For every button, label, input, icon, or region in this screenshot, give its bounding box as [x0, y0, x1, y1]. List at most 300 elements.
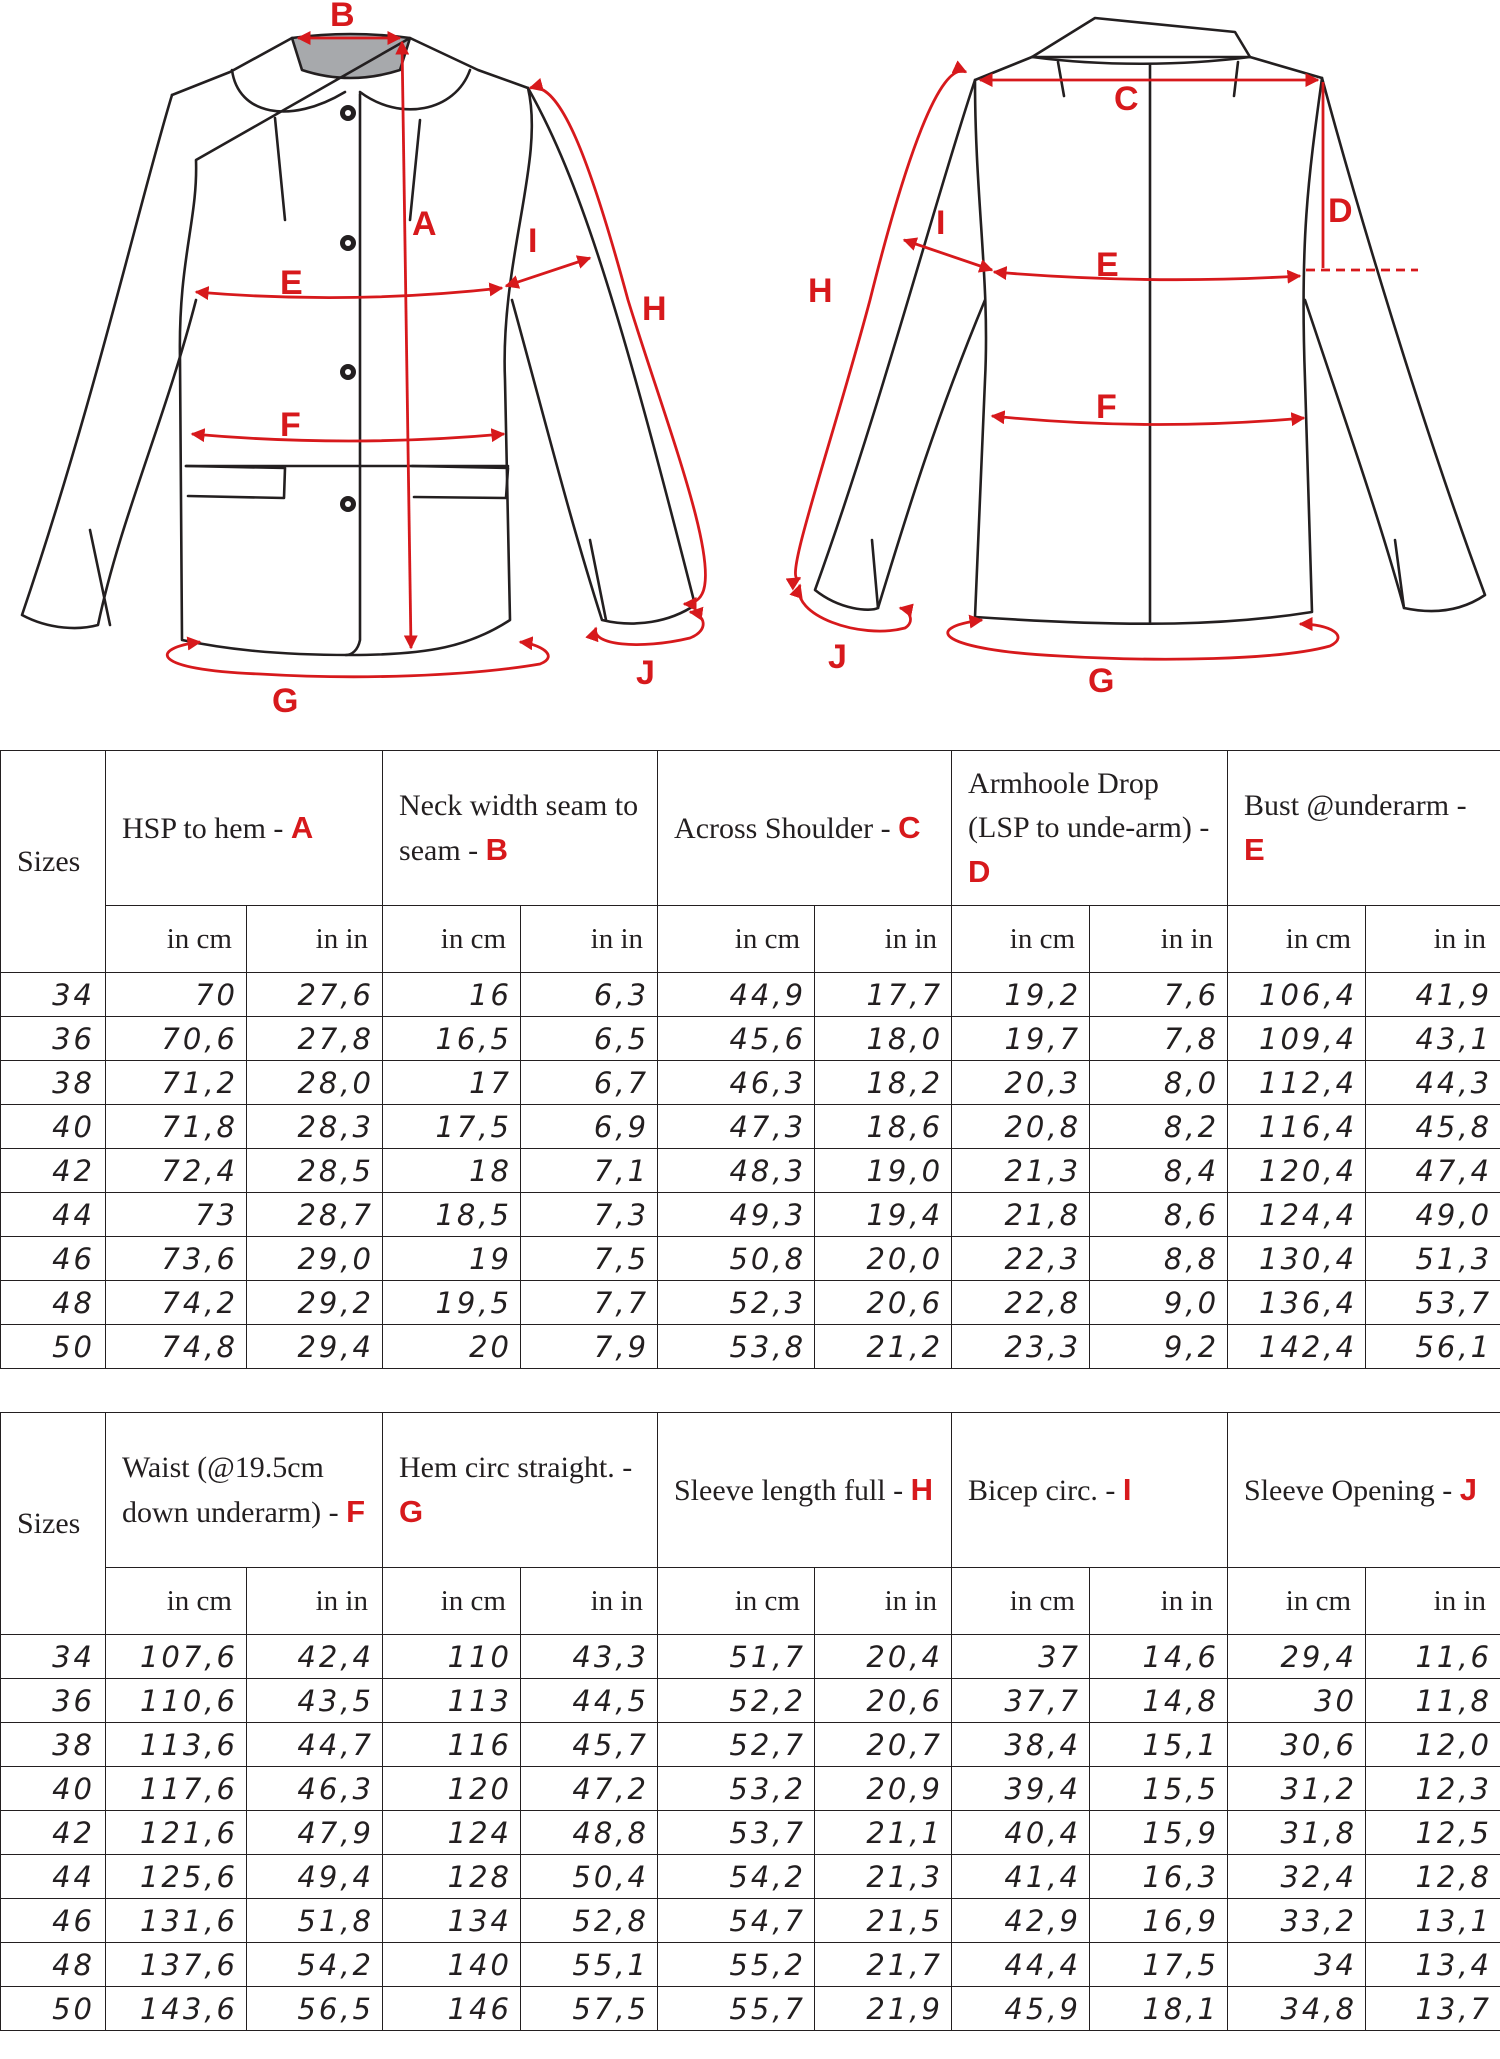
value-cell: 128 — [383, 1855, 521, 1899]
front-measure-f-line — [192, 434, 504, 441]
group-letter: C — [898, 809, 921, 845]
value-cell: 28,5 — [247, 1149, 383, 1193]
value-cell: 51,7 — [658, 1635, 815, 1679]
back-right-sleeve — [1305, 78, 1485, 611]
unit-in: in in — [1366, 906, 1500, 973]
group-letter: J — [1459, 1471, 1478, 1507]
unit-in: in in — [1090, 1568, 1228, 1635]
value-cell: 124 — [383, 1811, 521, 1855]
front-letters — [272, 0, 667, 720]
value-cell: 40,4 — [952, 1811, 1090, 1855]
group-header-g: Hem circ straight. - G — [383, 1413, 658, 1568]
value-cell: 12,8 — [1366, 1855, 1500, 1899]
label-e-back: E — [1096, 246, 1119, 284]
back-left-sleeve — [815, 80, 985, 610]
value-cell: 54,2 — [247, 1943, 383, 1987]
value-cell: 8,2 — [1090, 1105, 1228, 1149]
size-cell: 38 — [1, 1061, 106, 1105]
back-right-cuff — [1395, 540, 1404, 608]
value-cell: 22,3 — [952, 1237, 1090, 1281]
value-cell: 45,7 — [521, 1723, 658, 1767]
table-row — [1, 1811, 1500, 1855]
value-cell: 21,7 — [815, 1943, 952, 1987]
value-cell: 21,5 — [815, 1899, 952, 1943]
unit-cm: in cm — [1228, 906, 1366, 973]
value-cell: 14,6 — [1090, 1635, 1228, 1679]
value-cell: 7,3 — [521, 1193, 658, 1237]
table-row — [1, 1281, 1500, 1325]
size-cell: 50 — [1, 1987, 106, 2031]
value-cell: 49,4 — [247, 1855, 383, 1899]
label-f-back: F — [1096, 388, 1117, 426]
value-cell: 21,3 — [815, 1855, 952, 1899]
value-cell: 52,8 — [521, 1899, 658, 1943]
value-cell: 55,7 — [658, 1987, 815, 2031]
value-cell: 21,2 — [815, 1325, 952, 1369]
value-cell: 29,4 — [1228, 1635, 1366, 1679]
value-cell: 6,5 — [521, 1017, 658, 1061]
size-table-2 — [0, 1412, 1500, 2031]
value-cell: 8,4 — [1090, 1149, 1228, 1193]
front-measure-e-line — [196, 288, 502, 298]
value-cell: 20,6 — [815, 1679, 952, 1723]
value-cell: 45,9 — [952, 1987, 1090, 2031]
value-cell: 19,5 — [383, 1281, 521, 1325]
value-cell: 47,9 — [247, 1811, 383, 1855]
value-cell: 34 — [1228, 1943, 1366, 1987]
value-cell: 71,2 — [106, 1061, 247, 1105]
front-pocket-right — [412, 466, 508, 498]
back-measure-g-line — [948, 620, 1338, 659]
sizes-header: Sizes — [1, 1413, 106, 1635]
value-cell: 117,6 — [106, 1767, 247, 1811]
value-cell: 18 — [383, 1149, 521, 1193]
value-cell: 13,7 — [1366, 1987, 1500, 2031]
back-jacket-drawing — [815, 18, 1485, 624]
value-cell: 30,6 — [1228, 1723, 1366, 1767]
table-row — [1, 1237, 1500, 1281]
table-row — [1, 1105, 1500, 1149]
label-j-front: J — [636, 654, 655, 692]
value-cell: 53,7 — [1366, 1281, 1500, 1325]
value-cell: 113,6 — [106, 1723, 247, 1767]
unit-cm: in cm — [106, 906, 247, 973]
value-cell: 20,0 — [815, 1237, 952, 1281]
value-cell: 13,4 — [1366, 1943, 1500, 1987]
table-header-row — [1, 751, 1500, 906]
value-cell: 121,6 — [106, 1811, 247, 1855]
table-header-row — [1, 1413, 1500, 1568]
group-letter: B — [485, 831, 509, 867]
value-cell: 11,6 — [1366, 1635, 1500, 1679]
value-cell: 50,8 — [658, 1237, 815, 1281]
label-g-back: G — [1088, 662, 1115, 700]
value-cell: 7,9 — [521, 1325, 658, 1369]
table-row — [1, 1017, 1500, 1061]
value-cell: 37 — [952, 1635, 1090, 1679]
unit-cm: in cm — [658, 1568, 815, 1635]
value-cell: 50,4 — [521, 1855, 658, 1899]
value-cell: 46,3 — [247, 1767, 383, 1811]
value-cell: 8,0 — [1090, 1061, 1228, 1105]
value-cell: 16,9 — [1090, 1899, 1228, 1943]
value-cell: 44,9 — [658, 973, 815, 1017]
label-c-back: C — [1114, 80, 1139, 118]
value-cell: 131,6 — [106, 1899, 247, 1943]
value-cell: 42,4 — [247, 1635, 383, 1679]
value-cell: 19,2 — [952, 973, 1090, 1017]
unit-cm: in cm — [1228, 1568, 1366, 1635]
table-row — [1, 1943, 1500, 1987]
unit-in: in in — [815, 906, 952, 973]
value-cell: 7,5 — [521, 1237, 658, 1281]
value-cell: 49,3 — [658, 1193, 815, 1237]
size-cell: 40 — [1, 1105, 106, 1149]
value-cell: 13,1 — [1366, 1899, 1500, 1943]
table-row — [1, 1767, 1500, 1811]
value-cell: 70,6 — [106, 1017, 247, 1061]
value-cell: 9,2 — [1090, 1325, 1228, 1369]
size-cell: 44 — [1, 1193, 106, 1237]
value-cell: 7,8 — [1090, 1017, 1228, 1061]
value-cell: 42,9 — [952, 1899, 1090, 1943]
table-row — [1, 1193, 1500, 1237]
value-cell: 71,8 — [106, 1105, 247, 1149]
value-cell: 72,4 — [106, 1149, 247, 1193]
value-cell: 6,9 — [521, 1105, 658, 1149]
value-cell: 140 — [383, 1943, 521, 1987]
value-cell: 19 — [383, 1237, 521, 1281]
value-cell: 31,2 — [1228, 1767, 1366, 1811]
value-cell: 27,6 — [247, 973, 383, 1017]
value-cell: 21,8 — [952, 1193, 1090, 1237]
unit-cm: in cm — [106, 1568, 247, 1635]
value-cell: 15,1 — [1090, 1723, 1228, 1767]
front-measure-h-line — [530, 87, 706, 604]
value-cell: 7,1 — [521, 1149, 658, 1193]
unit-cm: in cm — [952, 1568, 1090, 1635]
value-cell: 28,7 — [247, 1193, 383, 1237]
value-cell: 17 — [383, 1061, 521, 1105]
value-cell: 110,6 — [106, 1679, 247, 1723]
value-cell: 74,2 — [106, 1281, 247, 1325]
unit-in: in in — [521, 1568, 658, 1635]
value-cell: 48,8 — [521, 1811, 658, 1855]
value-cell: 51,8 — [247, 1899, 383, 1943]
size-cell: 44 — [1, 1855, 106, 1899]
unit-in: in in — [247, 906, 383, 973]
group-letter: E — [1244, 831, 1265, 867]
table-row — [1, 973, 1500, 1017]
value-cell: 53,7 — [658, 1811, 815, 1855]
value-cell: 54,2 — [658, 1855, 815, 1899]
value-cell: 19,0 — [815, 1149, 952, 1193]
table-2-body — [1, 1635, 1500, 2031]
value-cell: 21,1 — [815, 1811, 952, 1855]
value-cell: 20,7 — [815, 1723, 952, 1767]
value-cell: 7,6 — [1090, 973, 1228, 1017]
value-cell: 43,5 — [247, 1679, 383, 1723]
value-cell: 107,6 — [106, 1635, 247, 1679]
value-cell: 43,1 — [1366, 1017, 1500, 1061]
unit-header-row — [1, 1568, 1500, 1635]
value-cell: 70 — [106, 973, 247, 1017]
table-row — [1, 1061, 1500, 1105]
group-header-i: Bicep circ. - I — [952, 1413, 1228, 1568]
front-body-outline — [172, 38, 532, 655]
value-cell: 44,7 — [247, 1723, 383, 1767]
label-h-front: H — [642, 290, 667, 328]
value-cell: 20,6 — [815, 1281, 952, 1325]
group-header-e: Bust @underarm - E — [1228, 751, 1500, 906]
group-letter: G — [399, 1493, 424, 1529]
label-i-front: I — [528, 222, 538, 260]
front-left-sleeve — [22, 95, 196, 628]
table-row — [1, 1899, 1500, 1943]
label-b-front: B — [330, 0, 355, 34]
size-cell: 48 — [1, 1943, 106, 1987]
size-table-1 — [0, 750, 1500, 1369]
value-cell: 142,4 — [1228, 1325, 1366, 1369]
value-cell: 18,1 — [1090, 1987, 1228, 2031]
group-letter: I — [1122, 1471, 1132, 1507]
value-cell: 116,4 — [1228, 1105, 1366, 1149]
front-jacket-drawing — [22, 34, 695, 655]
group-letter: H — [910, 1471, 933, 1507]
value-cell: 53,8 — [658, 1325, 815, 1369]
front-buttons — [340, 105, 356, 512]
table-row — [1, 1723, 1500, 1767]
unit-in: in in — [521, 906, 658, 973]
value-cell: 28,3 — [247, 1105, 383, 1149]
value-cell: 8,8 — [1090, 1237, 1228, 1281]
unit-cm: in cm — [383, 1568, 521, 1635]
size-cell: 42 — [1, 1811, 106, 1855]
value-cell: 39,4 — [952, 1767, 1090, 1811]
group-header-a: HSP to hem - A — [106, 751, 383, 906]
value-cell: 6,3 — [521, 973, 658, 1017]
value-cell: 41,9 — [1366, 973, 1500, 1017]
value-cell: 18,6 — [815, 1105, 952, 1149]
value-cell: 30 — [1228, 1679, 1366, 1723]
value-cell: 46,3 — [658, 1061, 815, 1105]
unit-cm: in cm — [658, 906, 815, 973]
value-cell: 74,8 — [106, 1325, 247, 1369]
group-header-j: Sleeve Opening - J — [1228, 1413, 1500, 1568]
unit-header-row — [1, 906, 1500, 973]
value-cell: 21,3 — [952, 1149, 1090, 1193]
front-measure-a-line — [402, 42, 411, 648]
value-cell: 44,3 — [1366, 1061, 1500, 1105]
label-a-front: A — [412, 205, 437, 243]
value-cell: 120 — [383, 1767, 521, 1811]
label-g-front: G — [272, 682, 299, 720]
value-cell: 47,3 — [658, 1105, 815, 1149]
label-e-front: E — [280, 264, 303, 302]
value-cell: 47,4 — [1366, 1149, 1500, 1193]
value-cell: 27,8 — [247, 1017, 383, 1061]
value-cell: 12,3 — [1366, 1767, 1500, 1811]
value-cell: 29,0 — [247, 1237, 383, 1281]
value-cell: 20,9 — [815, 1767, 952, 1811]
value-cell: 16,5 — [383, 1017, 521, 1061]
value-cell: 51,3 — [1366, 1237, 1500, 1281]
value-cell: 116 — [383, 1723, 521, 1767]
value-cell: 48,3 — [658, 1149, 815, 1193]
back-body-outline — [975, 57, 1322, 624]
value-cell: 73 — [106, 1193, 247, 1237]
value-cell: 37,7 — [952, 1679, 1090, 1723]
table-1-body — [1, 973, 1500, 1369]
back-measure-h-line — [795, 71, 966, 579]
value-cell: 18,2 — [815, 1061, 952, 1105]
value-cell: 17,5 — [383, 1105, 521, 1149]
value-cell: 44,4 — [952, 1943, 1090, 1987]
value-cell: 16 — [383, 973, 521, 1017]
value-cell: 146 — [383, 1987, 521, 2031]
value-cell: 47,2 — [521, 1767, 658, 1811]
table-row — [1, 1325, 1500, 1369]
value-cell: 31,8 — [1228, 1811, 1366, 1855]
size-cell: 42 — [1, 1149, 106, 1193]
value-cell: 23,3 — [952, 1325, 1090, 1369]
table-row — [1, 1149, 1500, 1193]
back-left-cuff — [872, 540, 878, 608]
value-cell: 110 — [383, 1635, 521, 1679]
size-cell: 36 — [1, 1017, 106, 1061]
label-d-back: D — [1328, 192, 1353, 230]
group-header-c: Across Shoulder - C — [658, 751, 952, 906]
value-cell: 109,4 — [1228, 1017, 1366, 1061]
label-i-back: I — [936, 204, 946, 242]
value-cell: 29,2 — [247, 1281, 383, 1325]
value-cell: 12,5 — [1366, 1811, 1500, 1855]
value-cell: 20,4 — [815, 1635, 952, 1679]
front-measure-j-line — [596, 612, 704, 645]
value-cell: 130,4 — [1228, 1237, 1366, 1281]
value-cell: 54,7 — [658, 1899, 815, 1943]
table-row — [1, 1987, 1500, 2031]
group-letter: F — [346, 1493, 366, 1529]
value-cell: 106,4 — [1228, 973, 1366, 1017]
unit-in: in in — [1366, 1568, 1500, 1635]
unit-cm: in cm — [383, 906, 521, 973]
back-letters — [808, 80, 1353, 700]
value-cell: 45,6 — [658, 1017, 815, 1061]
value-cell: 112,4 — [1228, 1061, 1366, 1105]
value-cell: 73,6 — [106, 1237, 247, 1281]
value-cell: 12,0 — [1366, 1723, 1500, 1767]
unit-in: in in — [247, 1568, 383, 1635]
value-cell: 16,3 — [1090, 1855, 1228, 1899]
back-measure-e-line — [994, 272, 1300, 280]
value-cell: 32,4 — [1228, 1855, 1366, 1899]
label-h-back: H — [808, 272, 833, 310]
table-row — [1, 1635, 1500, 1679]
group-header-d: Armhoole Drop (LSP to unde-arm) - D — [952, 751, 1228, 906]
value-cell: 14,8 — [1090, 1679, 1228, 1723]
value-cell: 33,2 — [1228, 1899, 1366, 1943]
value-cell: 18,0 — [815, 1017, 952, 1061]
unit-in: in in — [1090, 906, 1228, 973]
value-cell: 29,4 — [247, 1325, 383, 1369]
value-cell: 55,2 — [658, 1943, 815, 1987]
value-cell: 55,1 — [521, 1943, 658, 1987]
value-cell: 18,5 — [383, 1193, 521, 1237]
back-measure-f-line — [992, 416, 1304, 425]
value-cell: 7,7 — [521, 1281, 658, 1325]
value-cell: 28,0 — [247, 1061, 383, 1105]
value-cell: 52,7 — [658, 1723, 815, 1767]
value-cell: 143,6 — [106, 1987, 247, 2031]
table-row — [1, 1855, 1500, 1899]
value-cell: 20 — [383, 1325, 521, 1369]
value-cell: 134 — [383, 1899, 521, 1943]
size-cell: 38 — [1, 1723, 106, 1767]
value-cell: 20,8 — [952, 1105, 1090, 1149]
value-cell: 43,3 — [521, 1635, 658, 1679]
value-cell: 21,9 — [815, 1987, 952, 2031]
value-cell: 124,4 — [1228, 1193, 1366, 1237]
value-cell: 6,7 — [521, 1061, 658, 1105]
size-cell: 36 — [1, 1679, 106, 1723]
value-cell: 20,3 — [952, 1061, 1090, 1105]
value-cell: 52,2 — [658, 1679, 815, 1723]
size-cell: 34 — [1, 973, 106, 1017]
value-cell: 8,6 — [1090, 1193, 1228, 1237]
unit-in: in in — [815, 1568, 952, 1635]
value-cell: 49,0 — [1366, 1193, 1500, 1237]
value-cell: 53,2 — [658, 1767, 815, 1811]
table-row — [1, 1679, 1500, 1723]
size-cell: 46 — [1, 1899, 106, 1943]
value-cell: 9,0 — [1090, 1281, 1228, 1325]
back-collar — [1032, 18, 1250, 57]
value-cell: 34,8 — [1228, 1987, 1366, 2031]
front-dart-left — [275, 118, 285, 220]
front-measure-i-line — [506, 258, 590, 286]
value-cell: 56,1 — [1366, 1325, 1500, 1369]
group-header-b: Neck width seam to seam - B — [383, 751, 658, 906]
size-cell: 34 — [1, 1635, 106, 1679]
size-cell: 48 — [1, 1281, 106, 1325]
value-cell: 15,5 — [1090, 1767, 1228, 1811]
value-cell: 19,4 — [815, 1193, 952, 1237]
group-header-f: Waist (@19.5cm down underarm) - F — [106, 1413, 383, 1568]
value-cell: 17,7 — [815, 973, 952, 1017]
value-cell: 41,4 — [952, 1855, 1090, 1899]
sizes-header: Sizes — [1, 751, 106, 973]
front-pocket-left — [186, 466, 285, 498]
label-j-back: J — [828, 638, 847, 676]
value-cell: 38,4 — [952, 1723, 1090, 1767]
unit-cm: in cm — [952, 906, 1090, 973]
value-cell: 120,4 — [1228, 1149, 1366, 1193]
value-cell: 15,9 — [1090, 1811, 1228, 1855]
value-cell: 113 — [383, 1679, 521, 1723]
value-cell: 125,6 — [106, 1855, 247, 1899]
label-f-front: F — [280, 406, 301, 444]
value-cell: 52,3 — [658, 1281, 815, 1325]
value-cell: 57,5 — [521, 1987, 658, 2031]
group-letter: D — [968, 853, 991, 889]
value-cell: 56,5 — [247, 1987, 383, 2031]
value-cell: 45,8 — [1366, 1105, 1500, 1149]
group-letter: A — [290, 809, 314, 845]
garment-diagram — [0, 0, 1500, 740]
value-cell: 137,6 — [106, 1943, 247, 1987]
size-cell: 46 — [1, 1237, 106, 1281]
